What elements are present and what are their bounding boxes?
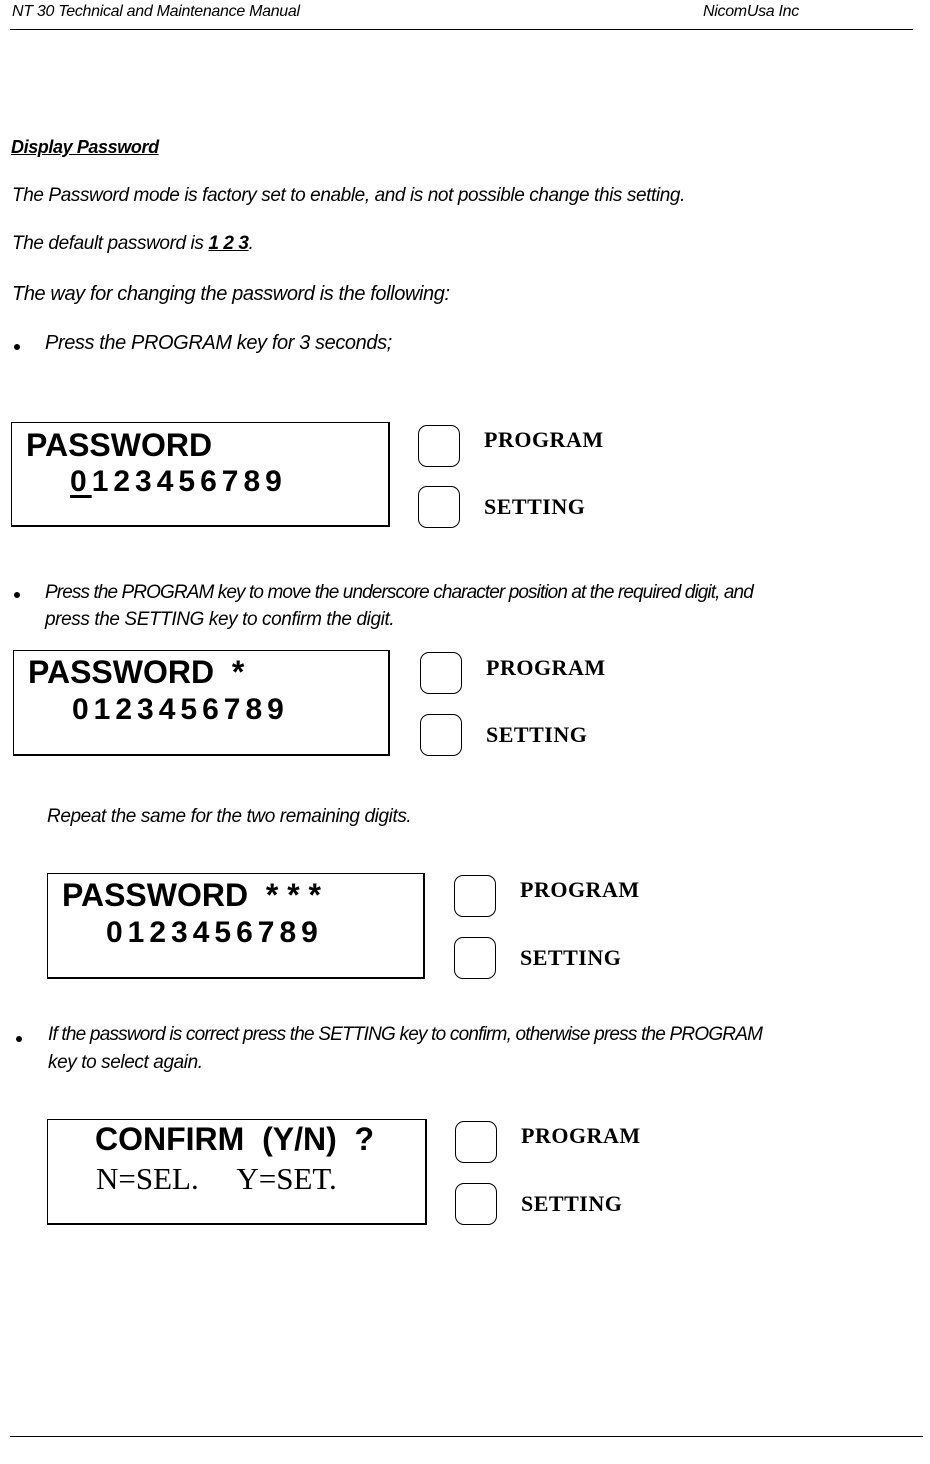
lcd-line1: PASSWORD * * * <box>62 877 321 913</box>
note-repeat-digits: Repeat the same for the two remaining digits. <box>47 806 412 827</box>
setting-key-button[interactable] <box>418 486 460 528</box>
setting-key-label: SETTING <box>486 722 588 747</box>
bullet-dot <box>14 344 20 350</box>
lcd-line2: N=SEL. Y=SET. <box>96 1161 337 1196</box>
lcd-line2: 0123456789 <box>106 916 323 949</box>
setting-key-label: SETTING <box>521 1191 623 1216</box>
step-confirm-line2: key to select again. <box>48 1052 203 1073</box>
default-password-suffix: . <box>248 233 254 254</box>
program-key-button[interactable] <box>418 425 460 467</box>
lcd-display-confirm <box>47 1119 427 1225</box>
paragraph-default-password <box>12 233 254 255</box>
lcd-display-password-initial <box>11 422 390 527</box>
program-key-button[interactable] <box>454 875 496 917</box>
footer-divider <box>10 1436 923 1437</box>
bullet-dot <box>16 1036 22 1042</box>
lcd-line1: CONFIRM (Y/N) ? <box>95 1121 375 1157</box>
lcd-digits: 123456789 <box>91 465 287 498</box>
lcd-line2: 0123456789 <box>72 693 289 726</box>
step-confirm-line1: If the password is correct press the SETTING key to confirm, otherwise press the PROGRAM <box>48 1024 763 1045</box>
step-press-program: Press the PROGRAM key for 3 seconds; <box>45 332 392 354</box>
paragraph-password-mode: The Password mode is factory set to enable, and is not possible change this setting. <box>12 185 685 206</box>
setting-key-label: SETTING <box>520 945 622 970</box>
lcd-display-password-one-digit <box>13 650 390 756</box>
lcd-line1: PASSWORD * <box>28 654 245 690</box>
header-company: NicomUsa Inc <box>703 3 799 20</box>
lcd-display-password-three-digits <box>47 873 425 979</box>
step-move-underscore-line1: Press the PROGRAM key to move the underscore character position at the required digit, and <box>45 582 753 603</box>
program-key-label: PROGRAM <box>486 655 606 680</box>
setting-key-label: SETTING <box>484 494 586 519</box>
default-password-code: 1 2 3 <box>208 233 249 254</box>
program-key-button[interactable] <box>455 1121 497 1163</box>
step-move-underscore-line2: press the SETTING key to confirm the digit. <box>45 609 395 630</box>
setting-key-button[interactable] <box>454 937 496 979</box>
lcd-cursor-digit: 0 <box>70 465 92 498</box>
paragraph-change-intro: The way for changing the password is the following: <box>12 283 450 305</box>
lcd-line2 <box>70 467 287 497</box>
bullet-dot <box>14 592 20 598</box>
header-divider <box>10 29 913 30</box>
program-key-label: PROGRAM <box>484 427 604 452</box>
program-key-label: PROGRAM <box>520 877 640 902</box>
program-key-label: PROGRAM <box>521 1123 641 1148</box>
setting-key-button[interactable] <box>420 714 462 756</box>
lcd-line1: PASSWORD <box>26 427 213 463</box>
setting-key-button[interactable] <box>455 1183 497 1225</box>
default-password-prefix: The default password is <box>12 233 209 254</box>
section-title: Display Password <box>11 137 159 157</box>
program-key-button[interactable] <box>420 652 462 694</box>
header-manual-title: NT 30 Technical and Maintenance Manual <box>12 3 300 20</box>
